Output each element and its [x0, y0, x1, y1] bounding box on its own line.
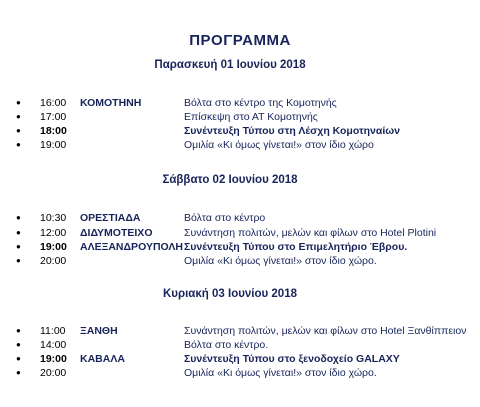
event-description: Ομιλία «Κι όμως γίνεται!» στον ίδιο χώρο.: [184, 255, 377, 267]
event-time: 19:00: [40, 139, 67, 151]
bullet-icon: ●: [16, 112, 21, 121]
event-place: ΞΑΝΘΗ: [80, 325, 118, 337]
event-place: ΑΛΕΞΑΝΔΡΟΥΠΟΛΗ: [80, 241, 183, 253]
event-description: Βόλτα στο κέντρο: [184, 212, 266, 224]
bullet-icon: ●: [16, 340, 21, 349]
bullet-icon: ●: [16, 228, 21, 237]
event-description: Συνάντηση πολιτών, μελών και φίλων στο Hotel Plotini: [184, 227, 437, 239]
schedule-row: [0, 241, 480, 253]
event-time: 17:00: [40, 111, 67, 123]
schedule-row: [0, 111, 480, 123]
bullet-icon: ●: [16, 326, 21, 335]
bullet-icon: ●: [16, 140, 21, 149]
event-time: 11:00: [40, 325, 66, 337]
schedule-row: [0, 97, 480, 109]
bullet-icon: ●: [16, 213, 21, 222]
event-time: 19:00: [40, 241, 67, 253]
bullet-icon: ●: [16, 126, 21, 135]
schedule-row: [0, 227, 480, 239]
schedule-row: [0, 255, 480, 267]
schedule-row: [0, 125, 480, 137]
schedule-row: [0, 139, 480, 151]
schedule-row: [0, 353, 480, 365]
day-heading-2: Σάββατο 02 Ιουνίου 2018: [162, 174, 298, 186]
bullet-icon: ●: [16, 242, 21, 251]
event-time: 14:00: [40, 339, 67, 351]
bullet-icon: ●: [16, 368, 21, 377]
event-place: ΚΟΜΟΤΗΝΗ: [80, 97, 142, 109]
event-description: Συνέντευξη Τύπου στο Επιμελητήριο Έβρου.: [184, 241, 408, 253]
event-time: 10:30: [40, 212, 67, 224]
event-description: Ομιλία «Κι όμως γίνεται!» στον ίδιο χώρο.: [184, 367, 377, 379]
bullet-icon: ●: [16, 98, 21, 107]
event-time: 18:00: [40, 125, 67, 137]
event-description: Βόλτα στο κέντρο της Κομοτηνής: [184, 97, 337, 109]
schedule-row: [0, 212, 480, 224]
event-time: 20:00: [40, 367, 67, 379]
event-time: 20:00: [40, 255, 67, 267]
event-place: ΔΙΔΥΜΟΤΕΙΧΟ: [80, 227, 153, 239]
event-time: 12:00: [40, 227, 67, 239]
event-description: Ομιλία «Κι όμως γίνεται!» στον ίδιο χώρο: [184, 139, 374, 151]
event-description: Συνάντηση πολιτών, μελών και φίλων στο Hotel Ξανθίππειον: [184, 325, 467, 337]
event-time: 16:00: [40, 97, 67, 109]
event-description: Επίσκεψη στο ΑΤ Κομοτηνής: [184, 111, 318, 123]
schedule-row: [0, 339, 480, 351]
page-title: ΠΡΟΓΡΑΜΜΑ: [189, 32, 291, 49]
event-place: ΚΑΒΑΛΑ: [80, 353, 125, 365]
day-heading-1: Παρασκευή 01 Ιουνίου 2018: [154, 59, 306, 71]
event-description: Συνέντευξη Τύπου στο ξενοδοχείο GALAXY: [184, 353, 400, 365]
schedule-row: [0, 325, 480, 337]
event-place: ΟΡΕΣΤΙΑΔΑ: [80, 212, 141, 224]
schedule-row: [0, 367, 480, 379]
day-heading-3: Κυριακή 03 Ιουνίου 2018: [163, 288, 297, 300]
event-description: Βόλτα στο κέντρο.: [184, 339, 269, 351]
event-time: 19:00: [40, 353, 67, 365]
bullet-icon: ●: [16, 354, 21, 363]
event-description: Συνέντευξη Τύπου στη Λέσχη Κομοτηναίων: [184, 125, 400, 137]
bullet-icon: ●: [16, 256, 21, 265]
